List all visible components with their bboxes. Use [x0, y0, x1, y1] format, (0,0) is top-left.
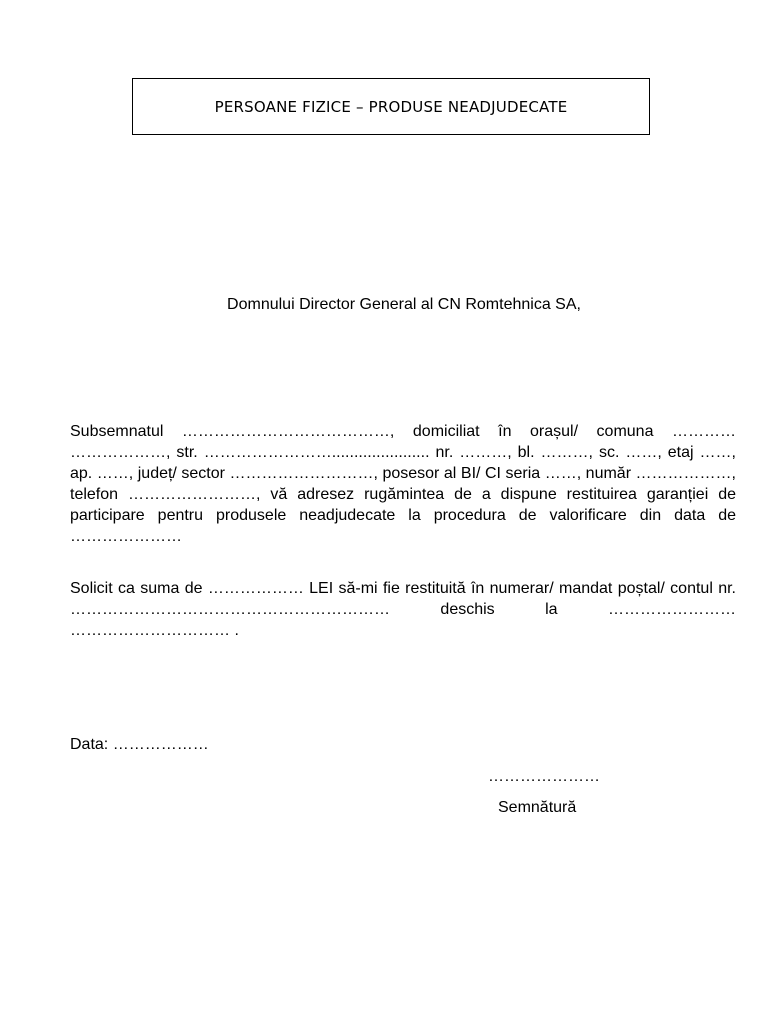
signature-label: Semnătură: [498, 799, 577, 816]
title-box: [132, 78, 650, 135]
date-field: Data: ………………: [70, 736, 209, 753]
refund-paragraph: Solicit ca suma de ……………… LEI să-mi fie restituită în numerar/ mandat poștal/ contul nr. …………………………………………………… deschis la …………………… ………………………… .: [70, 580, 736, 639]
document-title: PERSOANE FIZICE – PRODUSE NEADJUDECATE: [214, 97, 568, 116]
signature-line: …………………: [488, 768, 600, 785]
request-paragraph: Subsemnatul …………………………………, domiciliat în orașul/ comuna ………… ………………, str. ……………………...................... nr. ………, bl. ………, sc. ……, etaj ……, ap. ……, județ/ sector ………………………, posesor al BI/ CI seria ……, număr ………………, telefon ……………………, vă adresez rugămintea de a dispune restituirea garanției de participare pentru produsele neadjudecate la procedura de valorificare din data de …………………: [70, 423, 736, 545]
addressee-line: Domnului Director General al CN Romtehnica SA,: [227, 296, 581, 313]
